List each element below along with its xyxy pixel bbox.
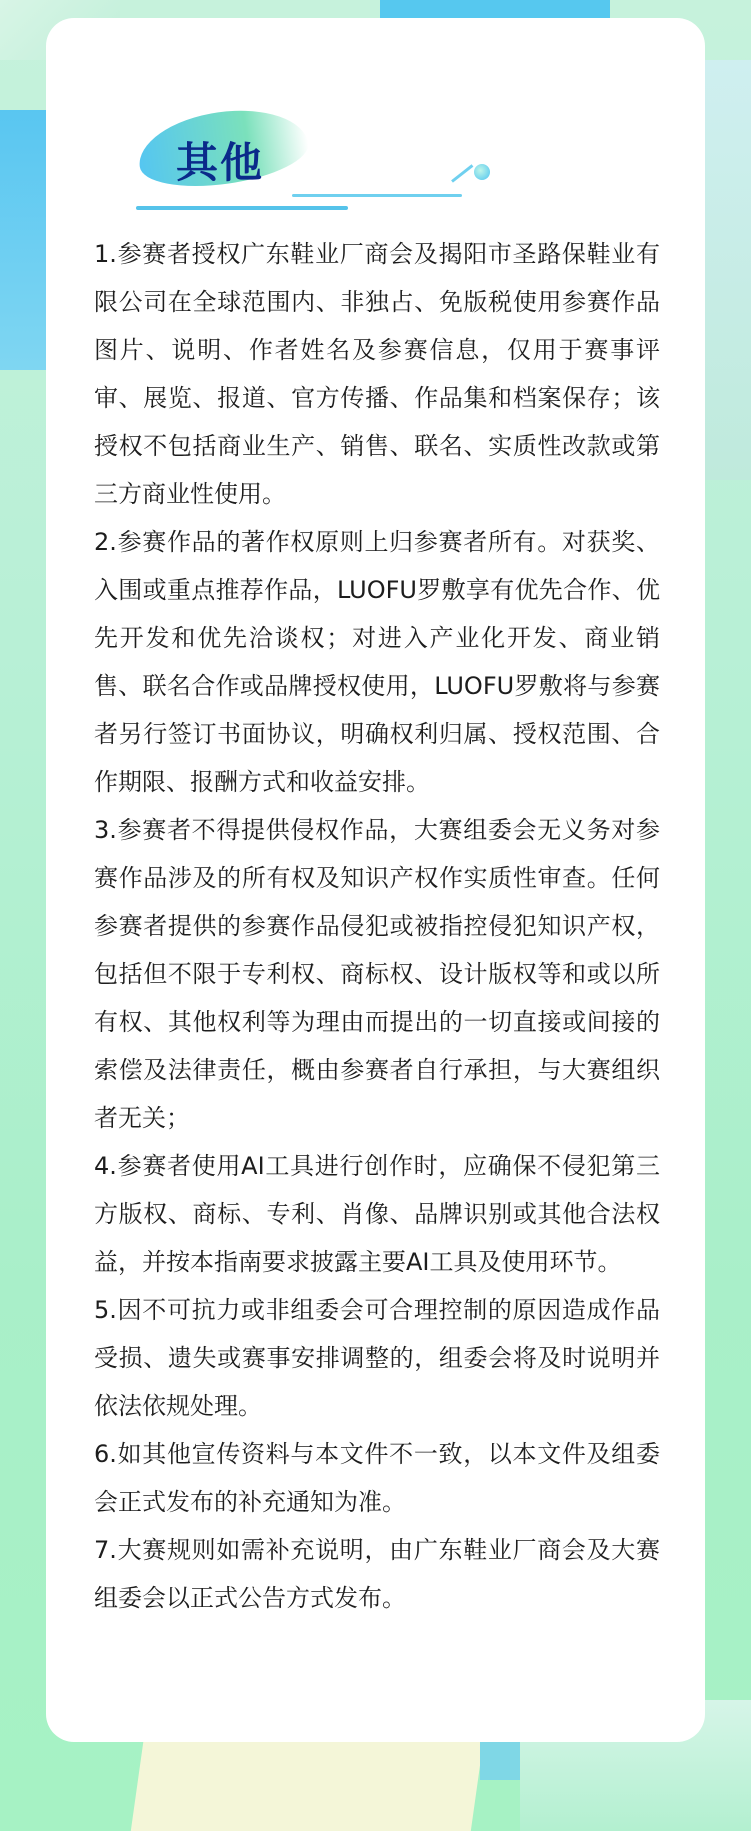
page-title: 其他 (176, 138, 265, 187)
background-shape-left-blue (0, 110, 46, 370)
term-item-4: 4.参赛者使用AI工具进行创作时，应确保不侵犯第三方版权、商标、专利、肖像、品牌识别或其他合法权益，并按本指南要求披露主要AI工具及使用环节。 (94, 1152, 660, 1276)
terms-list (94, 230, 660, 1622)
term-item-6: 6.如其他宣传资料与本文件不一致，以本文件及组委会正式发布的补充通知为准。 (94, 1440, 660, 1516)
term-item-7: 7.大赛规则如需补充说明，由广东鞋业厂商会及大赛组委会以正式公告方式发布。 (94, 1536, 660, 1612)
section-heading (94, 98, 494, 208)
term-item-5: 5.因不可抗力或非组委会可合理控制的原因造成作品受损、遗失或赛事安排调整的，组委会将及时说明并依法依规处理。 (94, 1296, 660, 1420)
heading-underline (136, 206, 348, 210)
heading-line-decoration (292, 194, 462, 197)
background-shape-right (700, 60, 751, 480)
term-item-2: 2.参赛作品的著作权原则上归参赛者所有。对获奖、入围或重点推荐作品，LUOFU罗敷享有优先合作、优先开发和优先洽谈权；对进入产业化开发、商业销售、联名合作或品牌授权使用，LUOFU罗敷将与参赛者另行签订书面协议，明确权利归属、授权范围、合作期限、报酬方式和收益安排。 (94, 528, 660, 796)
heading-line-diagonal (451, 164, 473, 182)
heading-dot-decoration (474, 164, 490, 180)
background-shape-top-blue (380, 0, 610, 18)
term-item-3: 3.参赛者不得提供侵权作品，大赛组委会无义务对参赛作品涉及的所有权及知识产权作实质性审查。任何参赛者提供的参赛作品侵犯或被指控侵犯知识产权，包括但不限于专利权、商标权、设计版权等和或以所有权、其他权利等为理由而提出的一切直接或间接的索偿及法律责任，概由参赛者自行承担，与大赛组织者无关； (94, 816, 660, 1132)
term-item-1: 1.参赛者授权广东鞋业厂商会及揭阳市圣路保鞋业有限公司在全球范围内、非独占、免版税使用参赛作品图片、说明、作者姓名及参赛信息，仅用于赛事评审、展览、报道、官方传播、作品集和档案保存；该授权不包括商业生产、销售、联名、实质性改款或第三方商业性使用。 (94, 240, 660, 508)
